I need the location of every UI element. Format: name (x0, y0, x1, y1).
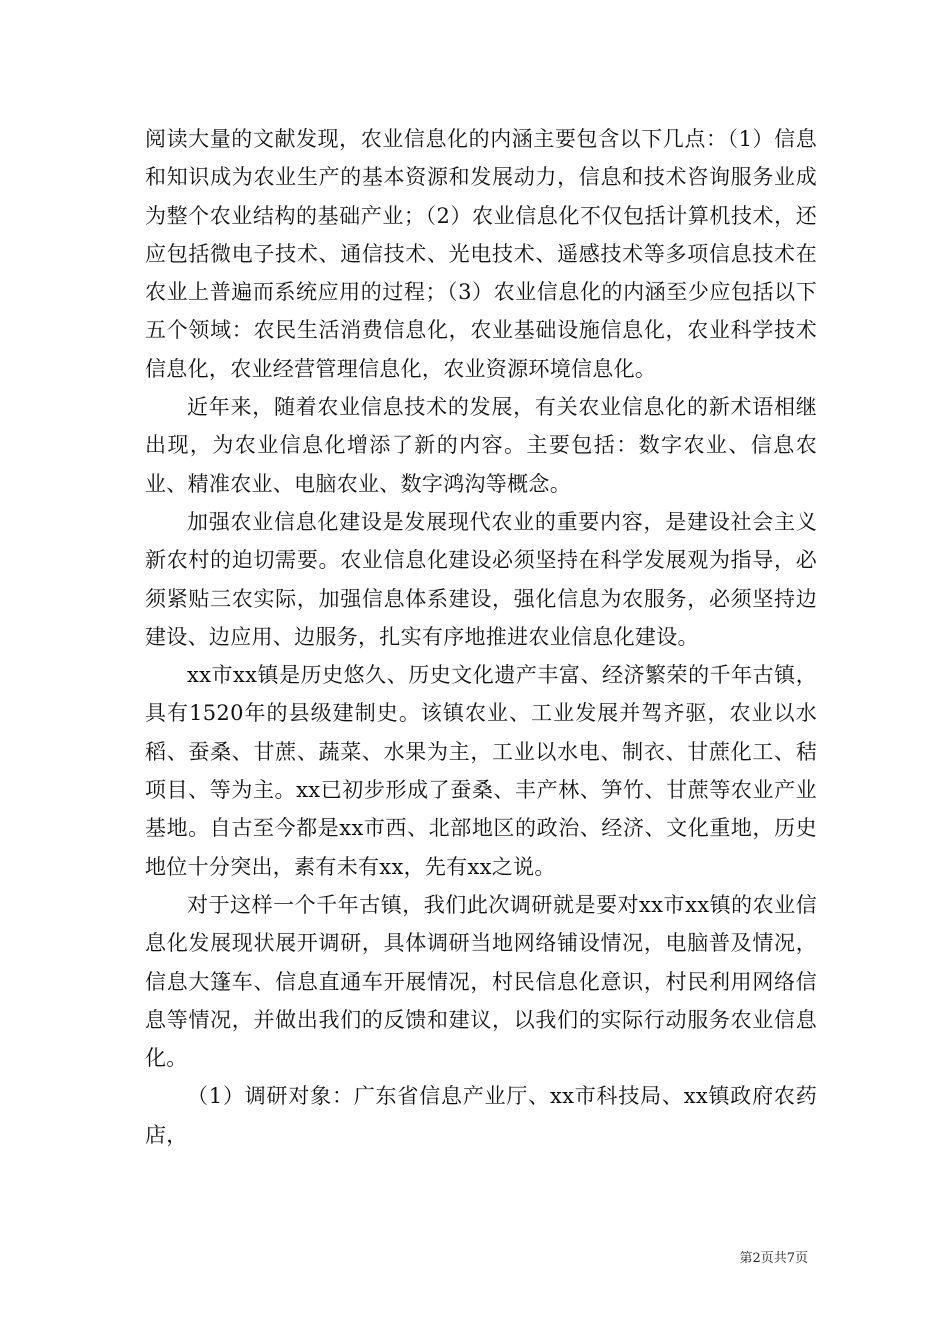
page-number-footer: 第2页共7页 (739, 1251, 808, 1266)
paragraph-1: 阅读大量的文献发现，农业信息化的内涵主要包含以下几点：（1）信息和知识成为农业生产的基本资源和发展动力，信息和技术咨询服务业成为整个农业结构的基础产业；（2）农业信息化不仅包括计算机技术，还应包括微电子技术、通信技术、光电技术、遥感技术等多项信息技术在农业上普遍而系统应用的过程；（3）农业信息化的内涵至少应包括以下五个领域：农民生活消费信息化，农业基础设施信息化，农业科学技术信息化，农业经营管理信息化，农业资源环境信息化。 (145, 127, 817, 381)
paragraph-6: （1）调研对象：广东省信息产业厅、xx市科技局、xx镇政府农药店， (145, 1084, 817, 1147)
paragraph-3: 加强农业信息化建设是发展现代农业的重要内容，是建设社会主义新农村的迫切需要。农业信息化建设必须坚持在科学发展观为指导，必须紧贴三农实际，加强信息体系建设，强化信息为农服务，必须坚持边建设、边应用、边服务，扎实有序地推进农业信息化建设。 (145, 509, 817, 649)
paragraph-5: 对于这样一个千年古镇，我们此次调研就是要对xx市xx镇的农业信息化发展现状展开调研，具体调研当地网络铺设情况，电脑普及情况，信息大篷车、信息直通车开展情况，村民信息化意识，村民利用网络信息等情况，并做出我们的反馈和建议，以我们的实际行动服务农业信息化。 (145, 892, 817, 1071)
paragraph-2: 近年来，随着农业信息技术的发展，有关农业信息化的新术语相继出现，为农业信息化增添了新的内容。主要包括：数字农业、信息农业、精准农业、电脑农业、数字鸿沟等概念。 (145, 395, 817, 496)
paragraph-4: xx市xx镇是历史悠久、历史文化遗产丰富、经济繁荣的千年古镇，具有1520年的县级建制史。该镇农业、工业发展并驾齐驱，农业以水稻、蚕桑、甘蔗、蔬菜、水果为主，工业以水电、制衣、甘蔗化工、秸项目、等为主。xx已初步形成了蚕桑、丰产林、笋竹、甘蔗等农业产业基地。自古至今都是xx市西、北部地区的政治、经济、文化重地，历史地位十分突出，素有未有xx，先有xx之说。 (145, 663, 817, 879)
document-body (145, 120, 817, 1154)
